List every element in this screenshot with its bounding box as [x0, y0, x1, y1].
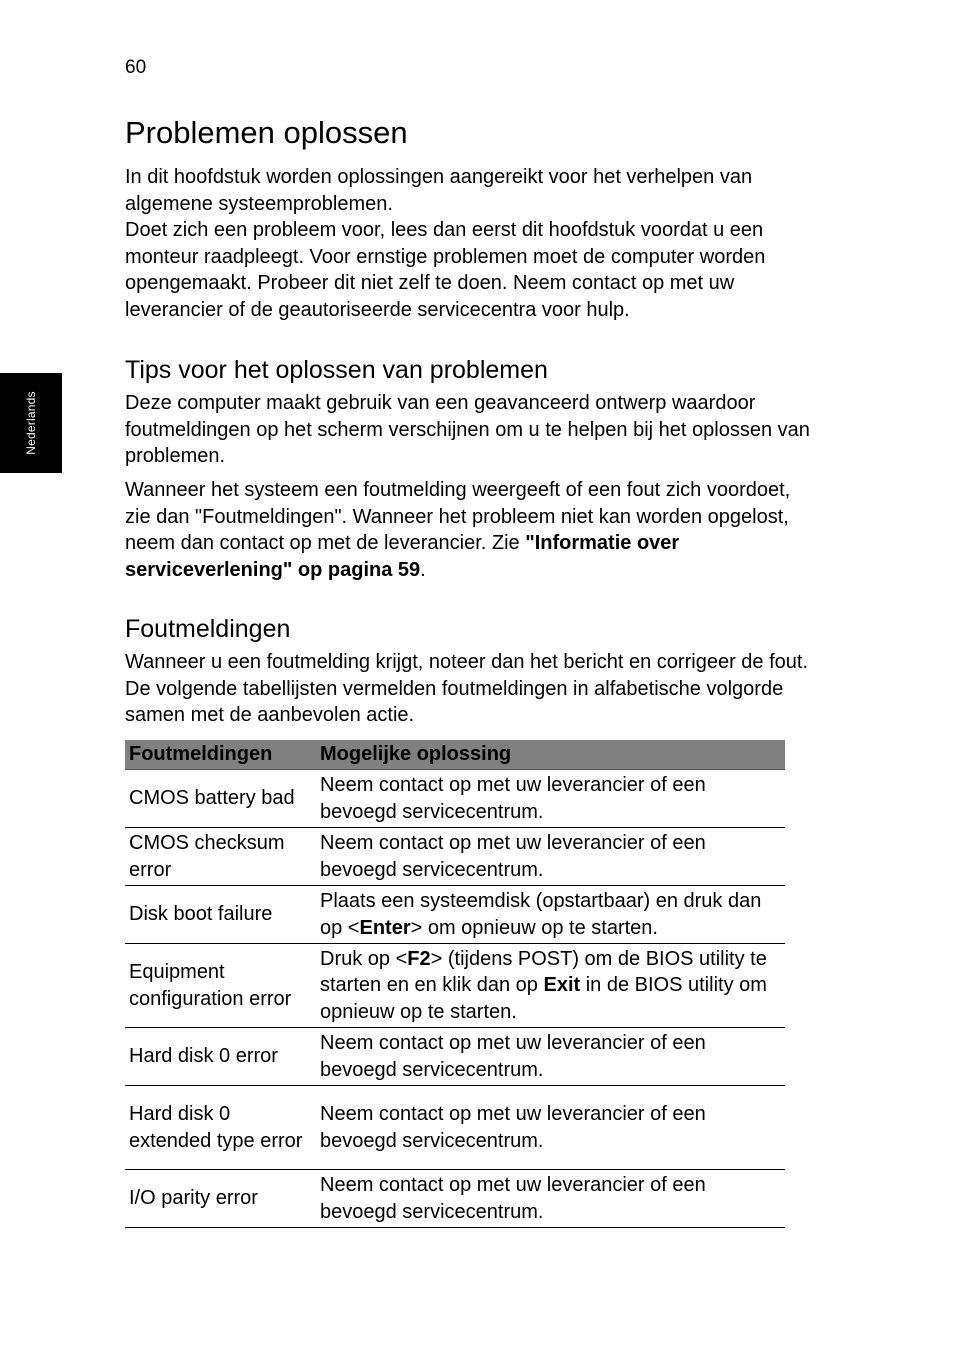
solution-cell: Neem contact op met uw leverancier of een bevoegd servicecentrum. [316, 828, 785, 886]
tips-heading: Tips voor het oplossen van problemen [125, 356, 548, 384]
service-info-link[interactable]: "Informatie over serviceverlening" op pagina 59 [125, 532, 680, 581]
errors-intro: Wanneer u een foutmelding krijgt, noteer dan het bericht en corrigeer de fout. De volgende tabellijsten vermelden foutmeldingen in alfabetische volgorde samen met de aanbevolen actie. [125, 651, 808, 726]
key-label: F2 [407, 947, 431, 970]
solution-cell [316, 944, 785, 1028]
solution-cell: Neem contact op met uw leverancier of een bevoegd servicecentrum. [316, 1028, 785, 1086]
error-cell: Equipment configuration error [125, 944, 316, 1028]
table-header-row [125, 740, 785, 770]
error-cell: Hard disk 0 extended type error [125, 1086, 316, 1170]
table-row [125, 828, 785, 886]
table-row [125, 886, 785, 944]
tips-paragraph-2-text: Wanneer het systeem een foutmelding weergeeft of een fout zich voordoet, zie dan "Foutmeldingen". Wanneer het probleem niet kan worden opgelost, neem dan contact op met de leverancier. Zie [125, 479, 791, 554]
error-cell: I/O parity error [125, 1170, 316, 1228]
table-header-error: Foutmeldingen [125, 740, 316, 770]
tips-paragraph-2 [125, 477, 815, 583]
page-number: 60 [125, 57, 147, 78]
error-messages-table [125, 740, 785, 1228]
language-side-tab [0, 373, 62, 473]
table-row [125, 770, 785, 828]
tips-paragraph-2-end: . [420, 558, 426, 581]
solution-cell [316, 886, 785, 944]
tips-paragraph-1: Deze computer maakt gebruik van een geavanceerd ontwerp waardoor foutmeldingen op het scherm verschijnen om u te helpen bij het oplossen van problemen. [125, 392, 810, 467]
page-title: Problemen oplossen [125, 115, 408, 150]
table-row [125, 1028, 785, 1086]
solution-cell: Neem contact op met uw leverancier of een bevoegd servicecentrum. [316, 770, 785, 828]
solution-text: > om opnieuw op te starten. [410, 916, 658, 939]
side-tab-label: Nederlands [24, 391, 38, 455]
solution-text: Druk op < [320, 947, 408, 970]
errors-heading: Foutmeldingen [125, 615, 291, 643]
table-row [125, 1170, 785, 1228]
menu-label: Exit [543, 974, 581, 997]
solution-text: Plaats een systeemdisk (opstartbaar) en druk dan op < [320, 890, 762, 939]
solution-text: > (tijdens POST) om de BIOS utility te starten en en klik dan op [320, 947, 767, 997]
error-cell: Hard disk 0 error [125, 1028, 316, 1086]
table-row [125, 1086, 785, 1170]
intro-paragraph-1: In dit hoofdstuk worden oplossingen aangereikt voor het verhelpen van algemene systeemproblemen. [125, 166, 753, 215]
key-label: Enter [359, 916, 411, 939]
solution-cell: Neem contact op met uw leverancier of een bevoegd servicecentrum. [316, 1086, 785, 1170]
solution-text: in de BIOS utility om opnieuw op te starten. [320, 974, 767, 1023]
table-row [125, 944, 785, 1028]
solution-cell: Neem contact op met uw leverancier of een bevoegd servicecentrum. [316, 1170, 785, 1228]
error-cell: CMOS checksum error [125, 828, 316, 886]
intro-paragraph-2: Doet zich een probleem voor, lees dan eerst dit hoofdstuk voordat u een monteur raadpleegt. Voor ernstige problemen moet de computer worden opengemaakt. Probeer dit niet zelf te doen. Neem contact op met uw leverancier of de geautoriseerde servicecentra voor hulp. [125, 219, 766, 321]
error-cell: Disk boot failure [125, 886, 316, 944]
table-header-solution: Mogelijke oplossing [316, 740, 785, 770]
error-cell: CMOS battery bad [125, 770, 316, 828]
